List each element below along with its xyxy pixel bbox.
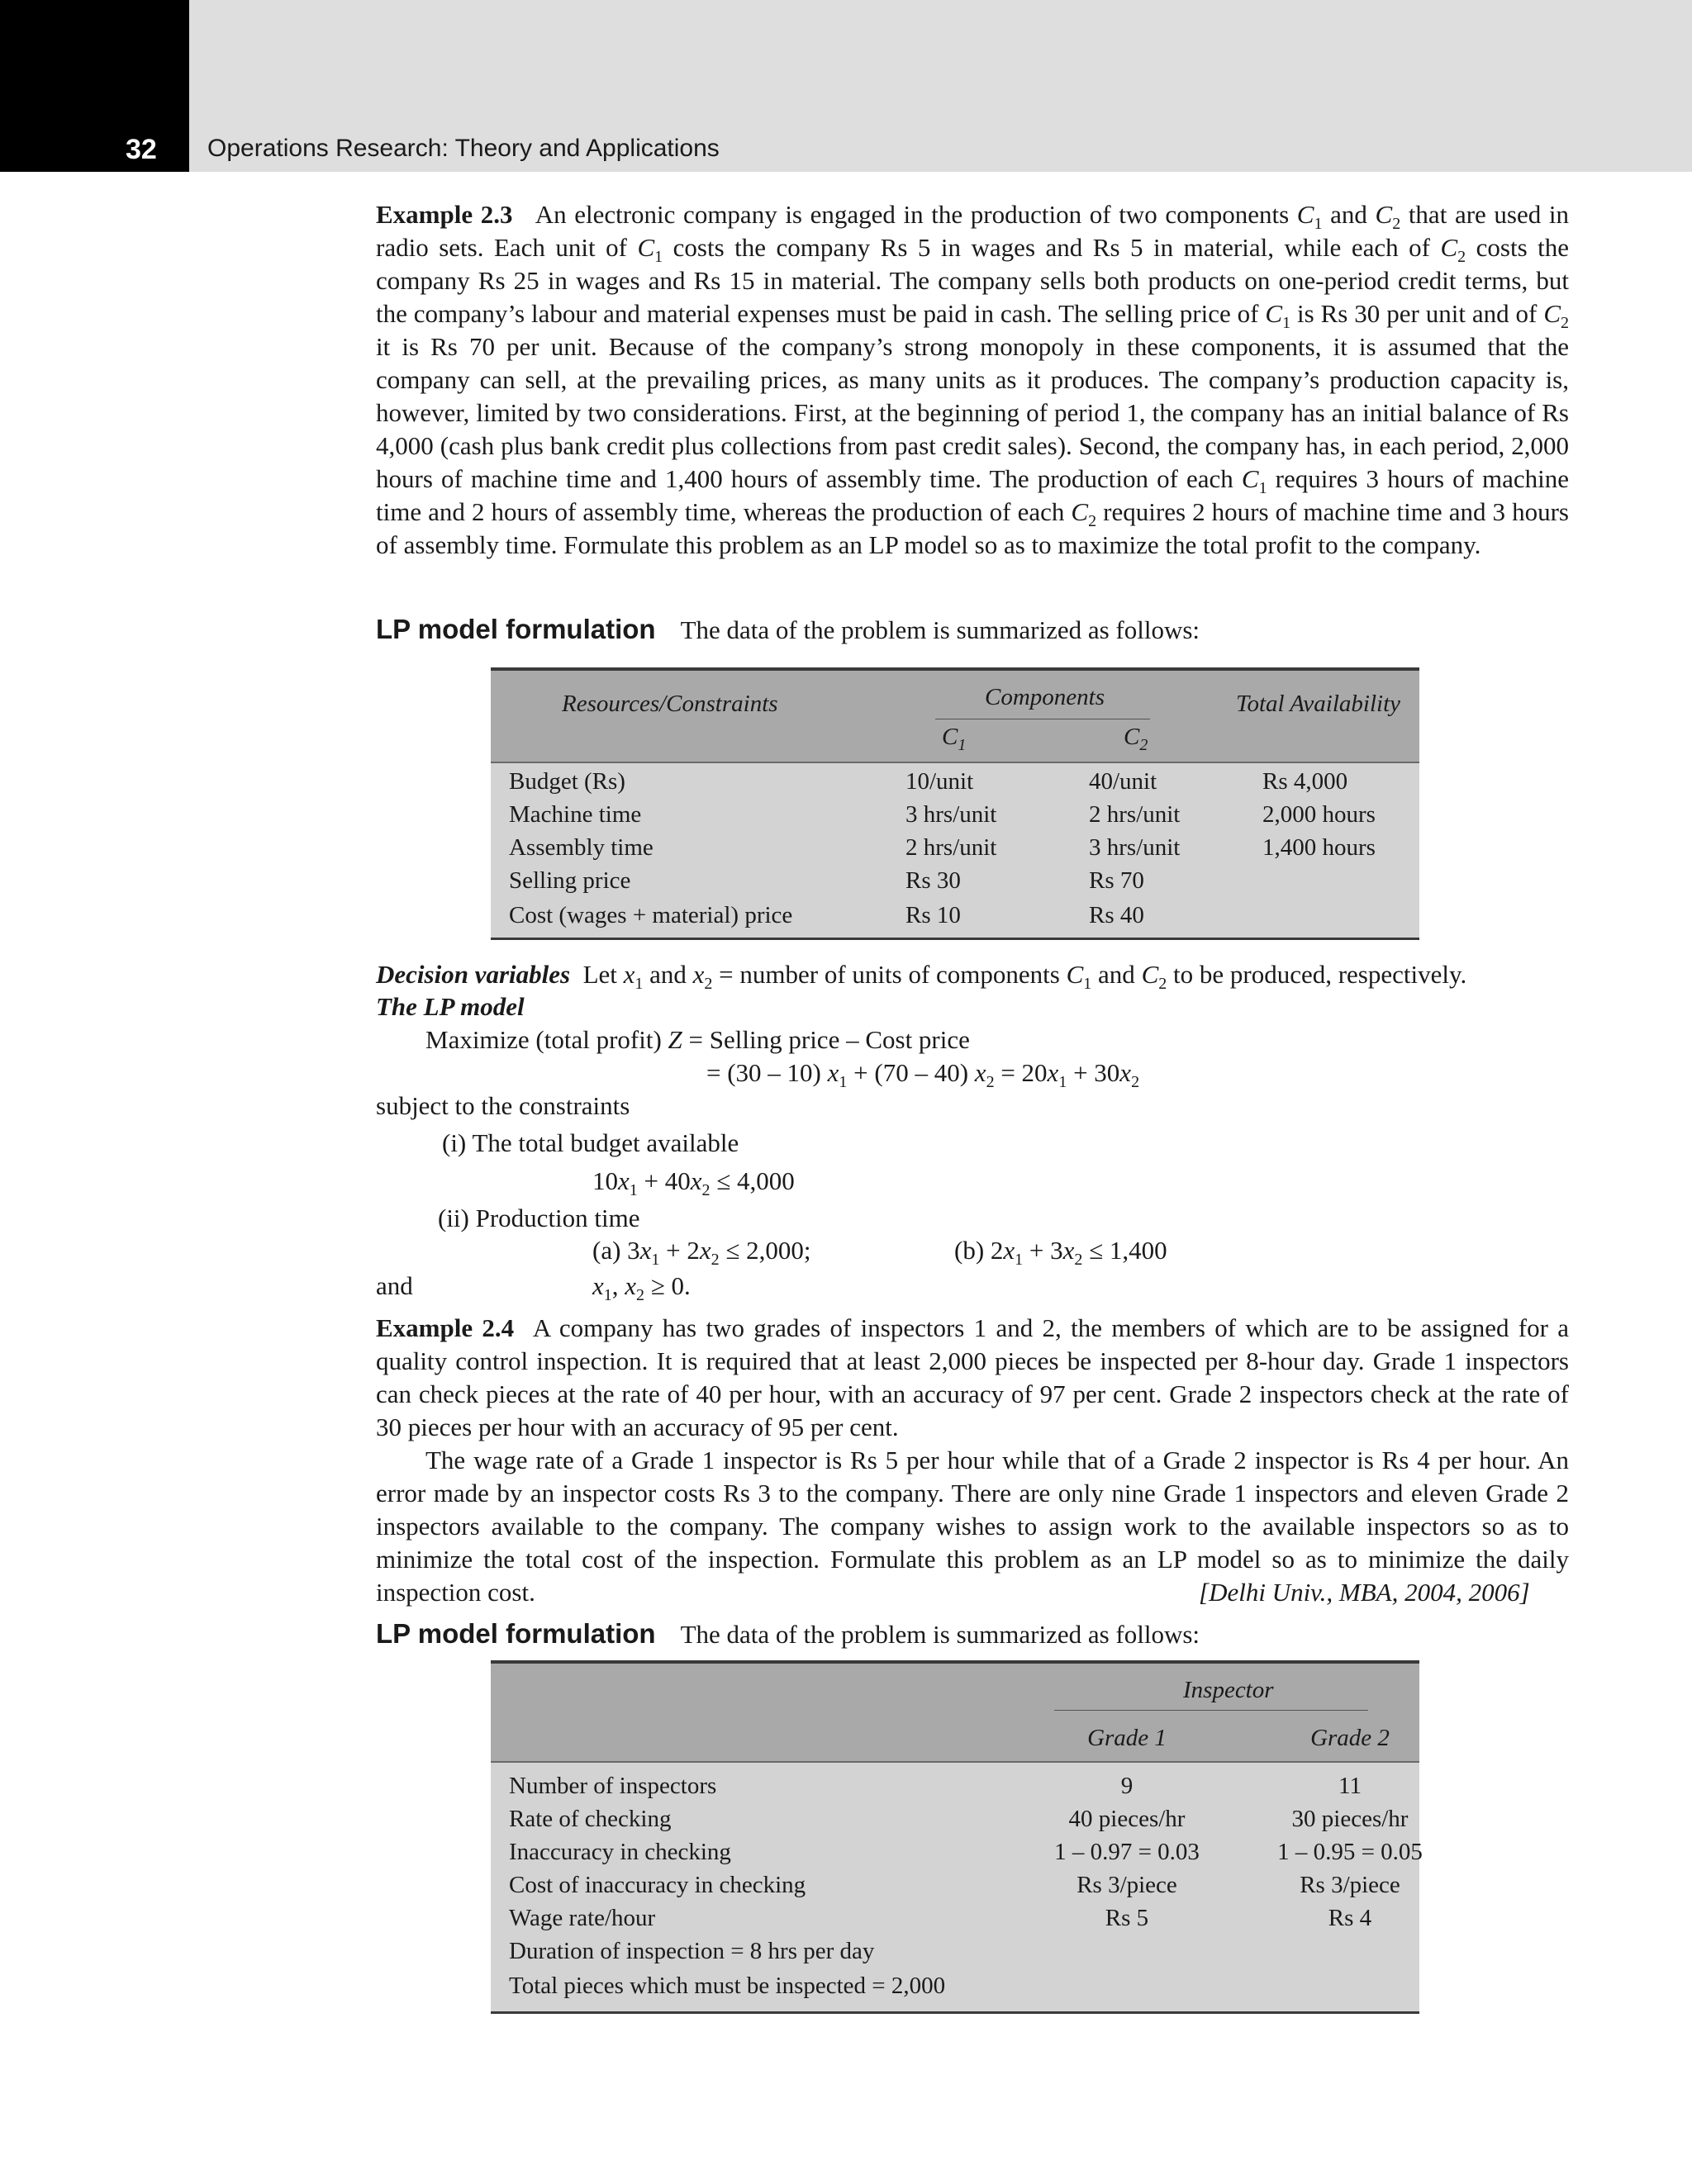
row-label: Inaccuracy in checking — [509, 1839, 731, 1865]
cell-grade-2: 1 – 0.95 = 0.05 — [1277, 1839, 1423, 1865]
running-title: Operations Research: Theory and Applications — [207, 135, 720, 162]
cell-total: 1,400 hours — [1262, 834, 1376, 861]
lp-model-label: The LP model — [376, 992, 525, 1021]
row-label: Wage rate/hour — [509, 1905, 656, 1931]
text: and — [1322, 200, 1376, 229]
cell-c1: 3 hrs/unit — [905, 801, 997, 828]
cell-grade-1: Rs 5 — [1105, 1905, 1149, 1931]
cell-c1: 2 hrs/unit — [905, 834, 997, 861]
row-label: Cost (wages + material) price — [509, 902, 793, 928]
total-pieces-note: Total pieces which must be inspected = 2,000 — [509, 1973, 946, 1999]
section-text: The data of the problem is summarized as follows: — [680, 1620, 1200, 1649]
cell-c1: Rs 30 — [905, 867, 961, 894]
page-number-block — [0, 0, 189, 172]
cell-c2: 3 hrs/unit — [1089, 834, 1181, 861]
header-total-availability: Total Availability — [1236, 691, 1401, 717]
text: requires 3 hours of machine time and 2 hours of assembly time, whereas the production of each — [376, 464, 1570, 526]
cell-c2: 2 hrs/unit — [1089, 801, 1181, 828]
row-label: Rate of checking — [509, 1806, 672, 1832]
cell-grade-1: 9 — [1120, 1773, 1134, 1799]
var: C — [1440, 233, 1458, 262]
var: C — [1375, 200, 1393, 229]
and-word: and — [376, 1271, 413, 1300]
example-2-4-paragraph-1: Example 2.4 A company has two grades of inspectors 1 and 2, the members of which are to be assigned for a quality control inspection. It is required that at least 2,000 pieces be inspected per 8-hour day. Grade 1 inspectors can check pieces at the rate of 40 per hour, with an accuracy of 97 per cent. Grade 2 inspectors check at the rate of 30 pieces per hour with an accuracy of 95 per cent. — [376, 1313, 1569, 1441]
text: is Rs 30 per unit and of — [1290, 299, 1544, 328]
text: it is Rs 70 per unit. Because of the company’s strong monopoly in these components, it is assumed that the company can sell, at the prevailing prices, as many units as it produces. The company’s production capacity is, however, limited by two considerations. First, at the beginning of period 1, the company has an initial balance of Rs 4,000 (cash plus bank credit plus collections from past credit sales). Second, the company has, in each period, 2,000 hours of machine time and 1,400 hours of assembly time. The production of each — [376, 332, 1569, 493]
inspector-table — [491, 1660, 1423, 2014]
sub: 1 — [1258, 479, 1267, 497]
lp-formulation-heading-2 — [376, 1617, 1200, 1651]
sub: 2 — [1561, 314, 1569, 332]
var: C — [637, 233, 655, 262]
label: Decision variables — [376, 960, 571, 989]
section-heading: LP model formulation — [376, 1618, 656, 1649]
header-components: Components — [985, 684, 1105, 710]
header-c1: $C_1$ — [942, 724, 967, 754]
page-number: 32 — [126, 134, 157, 165]
constraint-i: (i) The total budget available — [442, 1128, 739, 1157]
row-label: Selling price — [509, 867, 631, 894]
production-constraint-b: (b) $2x_1 + 3x_2 \le 1,400$ — [954, 1236, 1167, 1269]
example-2-4-paragraph-2: The wage rate of a Grade 1 inspector is Rs 5 per hour while that of a Grade 2 inspector is Rs 4 per hour. An error made by an inspector costs Rs 3 to the company. There are only nine Grade 1 inspectors and eleven Grade 2 inspectors available to the company. The company wishes to assign work to the available inspectors so as to minimize the total cost of the inspection. Formulate this problem as an LP model so as to minimize the daily inspection cost. — [376, 1446, 1569, 1607]
cell-c2: Rs 40 — [1089, 902, 1144, 928]
example-2-3-paragraph — [376, 198, 1569, 562]
cell-c2: 40/unit — [1089, 768, 1157, 795]
cell-grade-2: Rs 3/piece — [1300, 1872, 1400, 1898]
sub: 1 — [1282, 314, 1291, 332]
example-label: Example 2.3 — [376, 200, 513, 229]
sub: 2 — [1457, 248, 1466, 266]
var: C — [1071, 497, 1089, 526]
budget-constraint: $10x_1 + 40x_2 \le 4,000$ — [592, 1166, 795, 1199]
row-label: Machine time — [509, 801, 642, 828]
table-bottom-rule — [491, 2011, 1419, 2014]
header-grade-2: Grade 2 — [1310, 1725, 1390, 1751]
text: costs the company Rs 5 in wages and Rs 5 in material, while each of — [663, 233, 1441, 262]
var: C — [1241, 464, 1259, 493]
section-text: The data of the problem is summarized as follows: — [680, 615, 1200, 644]
objective-line-2: = (30 – 10) $x_1 + (70 - 40) x_2 = 20x_1 + 30x_2$ — [706, 1058, 1140, 1091]
row-label: Number of inspectors — [509, 1773, 717, 1799]
text: costs the company Rs 25 in wages and Rs 15 in material. The company sells both products on one-period credit terms, but the company’s labour and material expenses must be paid in cash. The selling price of — [376, 233, 1570, 328]
sub: 2 — [1088, 512, 1097, 530]
citation: [Delhi Univ., MBA, 2004, 2006] — [1199, 1578, 1530, 1607]
sub: 2 — [1392, 215, 1401, 233]
cell-grade-2: 11 — [1338, 1773, 1362, 1799]
header-grade-1: Grade 1 — [1087, 1725, 1167, 1751]
constraint-ii: (ii) Production time — [438, 1204, 640, 1232]
text: that are used in radio sets. Each unit of — [376, 200, 1569, 262]
text: An electronic company is engaged in the production of two components — [535, 200, 1297, 229]
cell-grade-1: Rs 3/piece — [1077, 1872, 1177, 1898]
header-resources: Resources/Constraints — [562, 691, 778, 717]
sub: 1 — [1314, 215, 1323, 233]
var: C — [1543, 299, 1561, 328]
table-header — [491, 671, 1419, 762]
header-bottom-rule — [491, 1761, 1419, 1763]
production-constraint-a: (a) $3x_1 + 2x_2 \le 2,000$; — [592, 1236, 811, 1269]
cell-grade-2: 30 pieces/hr — [1291, 1806, 1409, 1832]
header-inspector: Inspector — [1183, 1677, 1274, 1703]
row-label: Cost of inaccuracy in checking — [509, 1872, 806, 1898]
decision-variables-line: Decision variables Let $x_1$ and $x_2$ = number of units of components $C_1$ and $C_2$ to be produced, respectively. — [376, 960, 1467, 993]
var: C — [1296, 200, 1314, 229]
duration-note: Duration of inspection = 8 hrs per day — [509, 1938, 875, 1964]
cell-c1: 10/unit — [905, 768, 974, 795]
lp-formulation-heading-1 — [376, 613, 1200, 647]
page-header — [0, 0, 1692, 172]
header-c2: $C_2$ — [1124, 724, 1148, 754]
table-header — [491, 1664, 1419, 1761]
objective-line-1: Maximize (total profit) Z = Selling price – Cost price — [425, 1025, 970, 1054]
var: C — [1265, 299, 1283, 328]
cell-total: 2,000 hours — [1262, 801, 1376, 828]
row-label: Assembly time — [509, 834, 654, 861]
example-label: Example 2.4 — [376, 1313, 515, 1342]
cell-grade-2: Rs 4 — [1328, 1905, 1372, 1931]
subject-to: subject to the constraints — [376, 1091, 630, 1120]
cell-grade-1: 1 – 0.97 = 0.03 — [1054, 1839, 1200, 1865]
cell-c2: Rs 70 — [1089, 867, 1144, 894]
cell-grade-1: 40 pieces/hr — [1068, 1806, 1186, 1832]
text: requires 2 hours of machine time and 3 hours of assembly time. Formulate this problem as an LP model so as to maximize the total profit to the company. — [376, 497, 1569, 559]
header-bottom-rule — [491, 762, 1419, 763]
non-negativity: $x_1$, $x_2 \ge 0$. — [592, 1271, 691, 1304]
sub: 1 — [654, 248, 663, 266]
table-bottom-rule — [491, 938, 1419, 940]
cell-total: Rs 4,000 — [1262, 768, 1348, 795]
row-label: Budget (Rs) — [509, 768, 625, 795]
inspector-subrule — [1054, 1710, 1368, 1711]
cell-c1: Rs 10 — [905, 902, 961, 928]
section-heading: LP model formulation — [376, 614, 656, 644]
resources-table — [491, 667, 1419, 940]
